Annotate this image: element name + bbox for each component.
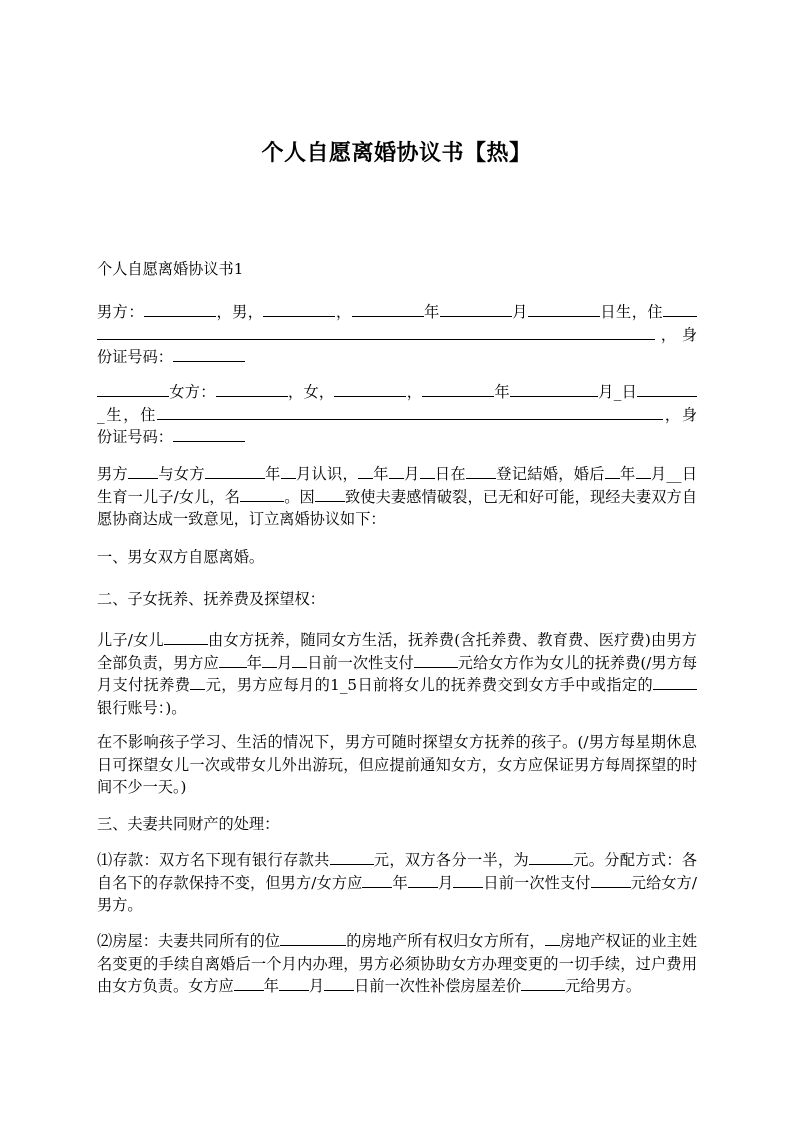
blank [240, 486, 284, 502]
blank [219, 652, 247, 668]
blank [591, 872, 631, 888]
blank [190, 674, 205, 690]
blank [279, 975, 309, 991]
document-title: 个人自愿离婚协议书【热】 [261, 141, 532, 166]
blank [205, 463, 265, 479]
blank [636, 463, 651, 479]
blank [453, 872, 483, 888]
blank-man-day [528, 301, 600, 317]
intro-paragraph: 男方 与女方 年 月认识， 年 月 日在 登记結婚，婚后 年 月__日生育一儿子/女儿，名 。因 致使夫妻感情破裂，已无和好可能，现经夫妻双方自愿协商达成一致意见，订立离婚协议如下： [97, 465, 697, 528]
blank [389, 463, 404, 479]
blank [234, 975, 264, 991]
blank-man-nation [263, 301, 335, 317]
blank [521, 975, 565, 991]
blank-woman-address [157, 404, 663, 420]
blank-woman-name [216, 381, 288, 397]
custody-paragraph: 儿子/女儿 由女方抚养，随同女方生活，抚养费(含托养费、教育费、医疗费)由男方全部负责，男方应 年 月 日前一次性支付 元给女方作为女儿的抚养费(/男方每月支付抚养费 元，男方应每月的1_5日前将女儿的抚养费交到女方手中或指定的银行账号：)。 [97, 631, 698, 717]
blank [280, 930, 346, 946]
blank [262, 652, 277, 668]
clause-3: 三、夫妻共同财产的处理： [97, 815, 280, 833]
blank-woman-year [422, 381, 494, 397]
blank-man-address [663, 301, 697, 317]
blank-man-year [352, 301, 424, 317]
house-paragraph: ⑵房屋：夫妻共同所有的位 的房地产所有权归女方所有， 房地产权证的业主姓名变更的手续自离婚后一个月内办理，男方必须协助女方办理变更的一切手续，过户费用由女方负责。女方应 年 月 日前一次性补偿房屋差价 元给男方。 [97, 932, 698, 995]
visitation-paragraph: 在不影响孩子学习、生活的情况下，男方可随时探望女方抚养的孩子。(/男方每星期休息日可探望女儿一次或带女儿外出游玩，但应提前通知女方，女方应保证男方每周探望的时间不少一天。) [97, 733, 697, 796]
blank-man-month [440, 301, 512, 317]
blank [281, 463, 296, 479]
woman-info-paragraph: 女方： ，女， ， 年 月_日_生，住 ，身份证号码： [97, 383, 698, 446]
clause-1: 一、男女双方自愿离婚。 [97, 548, 265, 566]
blank-man-address-line [97, 324, 655, 340]
blank [330, 849, 374, 865]
blank [358, 463, 373, 479]
blank-woman-month [510, 381, 598, 397]
blank-woman-day [637, 381, 697, 397]
blank [408, 872, 438, 888]
blank [164, 629, 208, 645]
blank [545, 930, 560, 946]
document-subtitle: 个人自愿离婚协议书1 [97, 260, 244, 278]
blank-woman-lead [97, 381, 169, 397]
blank [653, 674, 697, 690]
blank [362, 872, 392, 888]
blank [414, 652, 458, 668]
blank [292, 652, 307, 668]
blank-woman-nation [334, 381, 406, 397]
blank [420, 463, 435, 479]
clause-2: 二、子女抚养、抚养费及探望权： [97, 590, 325, 608]
blank [315, 486, 345, 502]
blank [529, 849, 573, 865]
blank [128, 463, 158, 479]
blank [466, 463, 496, 479]
deposit-paragraph: ⑴存款：双方名下现有银行存款共 元，双方各分一半，为 元。分配方式：各自名下的存款保持不变，但男方/女方应 年 月 日前一次性支付 元给女方/男方。 [97, 851, 698, 914]
blank-man-name [144, 301, 216, 317]
blank [324, 975, 354, 991]
man-info-paragraph: 男方： ，男， ， 年 月 日生，住，身份证号码： [97, 303, 697, 366]
blank-man-id [173, 346, 245, 362]
blank [605, 463, 620, 479]
blank-woman-id [173, 426, 245, 442]
